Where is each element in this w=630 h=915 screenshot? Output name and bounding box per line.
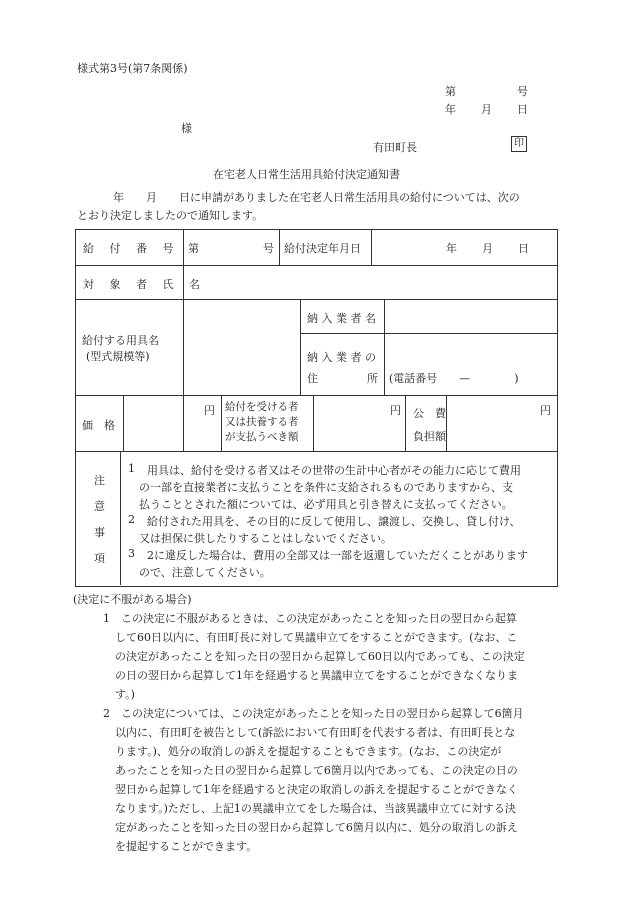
notes-label-3: 事 [94, 526, 105, 539]
label-vendor-address-2a: 住 [307, 372, 318, 385]
label-vendor-address-2b: 所 [367, 372, 378, 385]
doc-number-go: 号 [517, 85, 528, 98]
label-decision-date: 給付決定年月日 [284, 242, 361, 255]
note-3-line-1: 2に違反した場合は、費用の全部又は一部を返還していただくことがあります [147, 549, 528, 562]
decision-date-hi: 日 [518, 242, 529, 255]
appeal-p2-line: あったことを知った日の翌日から起算して6箇月以内であっても、この決定の日の [115, 764, 518, 777]
label-public-1: 公 費 [413, 407, 446, 420]
appeal-p1-line: の日の翌日から起算して1年を経過すると異議申立てをすることができなくなりま [115, 669, 518, 682]
label-price-b: 格 [104, 419, 115, 432]
note-1-line-2: の一部を直接業者に支払うことを条件に支給されるものでありますから、支 [139, 481, 513, 494]
note-3-line-2: ので、注意してください。 [139, 566, 271, 579]
label-grant-number: 給 付 番 号 [83, 242, 180, 255]
date-nen: 年 [445, 103, 456, 116]
label-equipment-name: 給付する用具名 [82, 334, 159, 347]
yen-payer: 円 [390, 404, 401, 417]
decision-date-tsuki: 月 [482, 242, 493, 255]
form-number: 様式第3号(第7条関係) [77, 62, 188, 75]
yen-public: 円 [540, 404, 551, 417]
label-price-a: 価 [82, 419, 93, 432]
seal-mark: 印 [511, 136, 527, 152]
grant-number-dai: 第 [188, 242, 199, 255]
appeal-p2-line: なります。)ただし、上記1の異議申立てをした場合は、当該異議申立てに対する決 [115, 802, 516, 815]
label-payer-1: 給付を受ける者 [225, 401, 299, 413]
date-hi: 日 [517, 103, 528, 116]
notes-label-4: 項 [94, 552, 105, 565]
appeal-p2-line: を提起することができます。 [115, 840, 258, 853]
vendor-phone: (電話番号 — ) [389, 372, 519, 385]
appeal-p2-line: 以内に、有田町を被告として(訴訟において有田町を代表する者は、有田町長とな [115, 726, 516, 739]
appeal-p1-line: の決定があったことを知った日の翌日から起算して60日以内であっても、この決定 [115, 650, 525, 663]
note-2-line-2: 又は担保に供したりすることはしないでください。 [139, 532, 392, 545]
label-vendor-address-1: 納 入 業 者 の [307, 351, 376, 364]
label-public-2: 負担額 [413, 430, 446, 443]
notes-label-2: 意 [94, 500, 105, 513]
appeal-p2-line: 翌日から起算して1年を経過すると決定の取消しの訴えを提起することができなく [115, 783, 518, 796]
note-1-line-3: 払うこととされた額については、必ず用具と引き替えに支払ってください。 [139, 498, 513, 511]
appeal-p1-line: して60日以内に、有田町長に対して異議申立てをすることができます。(なお、こ [115, 631, 518, 644]
notes-label-1: 注 [94, 474, 105, 487]
decision-date-nen: 年 [446, 242, 457, 255]
label-equipment-model: (型式規模等) [86, 350, 150, 363]
note-3-number: 3 [128, 547, 135, 560]
label-payer-2: 又は扶養する者 [225, 416, 299, 428]
date-tsuki: 月 [481, 103, 492, 116]
issuer-name: 有田町長 [373, 141, 417, 154]
doc-number-dai: 第 [445, 85, 456, 98]
note-2-number: 2 [128, 513, 135, 526]
appeal-p1-line: 1 この決定に不服があるときは、この決定があったことを知った日の翌日から起算 [103, 612, 517, 625]
label-recipient-name: 対 象 者 氏 名 [83, 278, 206, 291]
grant-number-go: 号 [263, 242, 274, 255]
intro-line-1: 年 月 日に申請がありました在宅老人日常生活用具の給付については、次の [113, 191, 520, 204]
document-title: 在宅老人日常生活用具給付決定通知書 [213, 168, 400, 181]
note-1-line-1: 用具は、給付を受ける者又はその世帯の生計中心者がその能力に応じて費用 [147, 464, 521, 477]
appeal-p2-line: ります。)、処分の取消しの訴えを提起することもできます。(なお、この決定が [115, 745, 502, 758]
appeal-p2-line: 2 この決定については、この決定があったことを知った日の翌日から起算して6箇月 [103, 707, 524, 720]
note-2-line-1: 給付された用具を、その目的に反して使用し、譲渡し、交換し、貸し付け、 [147, 515, 521, 528]
appeal-p2-line: 定があったことを知った日の翌日から起算して6箇月以内に、処分の取消しの訴え [115, 821, 518, 834]
label-payer-3: が支払うべき額 [225, 431, 299, 443]
appeal-heading: (決定に不服がある場合) [73, 593, 192, 606]
appeal-p1-line: す。) [115, 688, 135, 701]
note-1-number: 1 [128, 462, 135, 475]
recipient-sama: 様 [181, 122, 192, 135]
yen-price: 円 [204, 404, 215, 417]
label-vendor-name: 納 入 業 者 名 [307, 312, 376, 325]
intro-line-2: とおり決定しましたので通知します。 [77, 209, 264, 222]
